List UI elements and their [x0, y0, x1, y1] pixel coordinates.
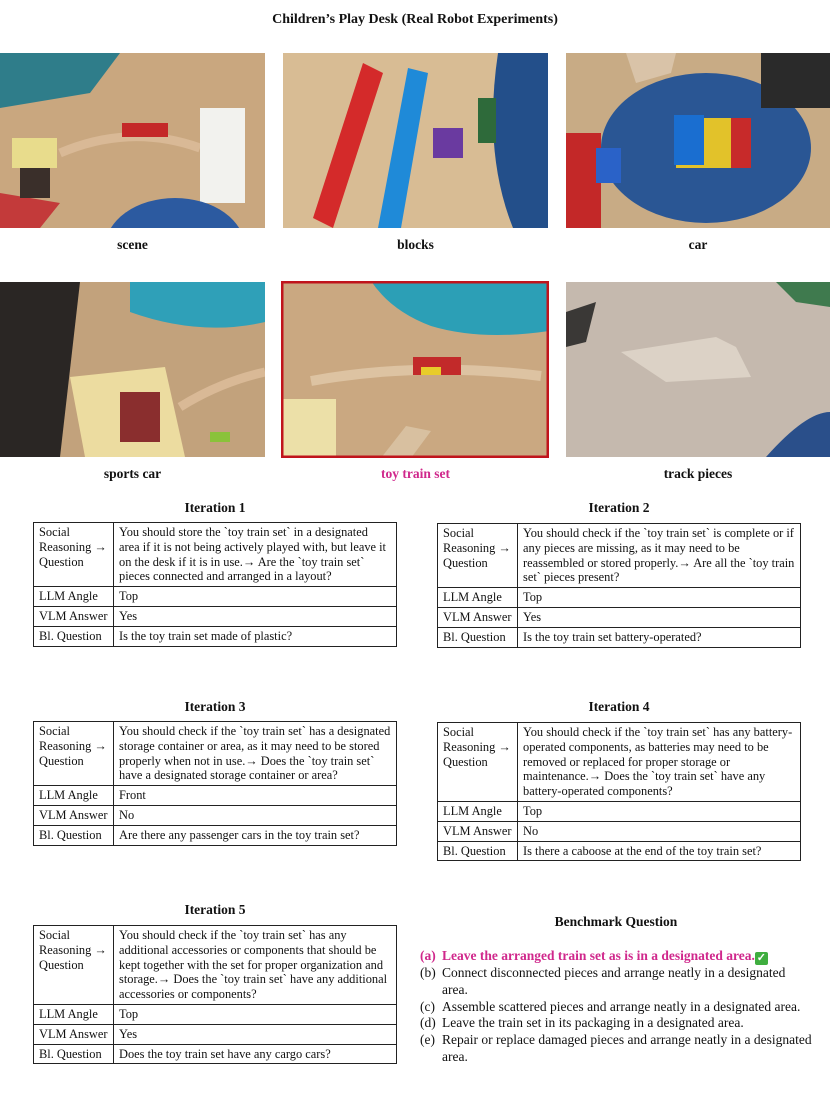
llm-angle: Top	[114, 1004, 397, 1024]
photo-sports-car	[0, 282, 265, 457]
row-label-social: Social Reasoning → Question	[34, 926, 114, 1005]
option-label: (b)	[420, 965, 436, 980]
social-reasoning-question: You should check if the `toy train set` has any additional accessories or components that should be kept together with the set for proper organization and storage.→ Does the `toy train set` have any additional accessories or components?	[114, 926, 397, 1005]
row-label-vlm: VLM Answer	[438, 607, 518, 627]
iteration-5-table	[33, 925, 397, 1064]
option-label: (e)	[420, 1032, 435, 1048]
caption-sports-car: sports car	[103, 466, 162, 481]
vlm-answer: No	[114, 805, 397, 825]
iteration-2-title: Iteration 2	[588, 500, 650, 515]
row-label-social: Social Reasoning → Question	[34, 722, 114, 786]
vlm-answer: Yes	[114, 606, 397, 626]
option-text: Assemble scattered pieces and arrange neatly in a designated area.	[442, 998, 801, 1014]
benchmark-options	[420, 948, 812, 1066]
iteration-4-title: Iteration 4	[588, 699, 650, 714]
llm-angle: Top	[518, 801, 801, 821]
row-label-angle: LLM Angle	[438, 588, 518, 608]
option-text: Leave the train set in its packaging in a designated area.	[442, 1015, 744, 1031]
bl-question: Does the toy train set have any cargo cars?	[114, 1044, 397, 1064]
llm-angle: Top	[114, 587, 397, 607]
row-label-vlm: VLM Answer	[438, 821, 518, 841]
iteration-2-table	[437, 523, 801, 648]
option-d	[420, 1015, 812, 1032]
photo-blocks	[283, 53, 548, 228]
row-label-social: Social Reasoning → Question	[438, 723, 518, 802]
iteration-3-table	[33, 721, 397, 846]
option-b	[420, 965, 812, 999]
bl-question: Is there a caboose at the end of the toy train set?	[518, 841, 801, 861]
caption-car: car	[688, 237, 708, 252]
photo-track-pieces	[566, 282, 830, 457]
bl-question: Is the toy train set made of plastic?	[114, 626, 397, 646]
option-text: Connect disconnected pieces and arrange neatly in a designated area.	[442, 965, 786, 997]
row-label-bl: Bl. Question	[34, 1044, 114, 1064]
option-a	[420, 948, 812, 965]
option-c	[420, 999, 812, 1016]
row-label-bl: Bl. Question	[34, 825, 114, 845]
row-label-angle: LLM Angle	[34, 786, 114, 806]
social-reasoning-question: You should store the `toy train set` in a designated area if it is not being actively played with, but leave it on the desk if it is in use.→ Are the `toy train set` pieces connected and arranged in a layout?	[114, 523, 397, 587]
caption-scene: scene	[117, 237, 148, 252]
vlm-answer: No	[518, 821, 801, 841]
option-label: (c)	[420, 998, 435, 1014]
photo-toy-train-set	[281, 281, 549, 458]
option-label: (d)	[420, 1015, 436, 1031]
iteration-4-table	[437, 722, 801, 861]
check-icon: ✓	[756, 952, 766, 964]
option-label: (a)	[420, 948, 436, 963]
figure-title: Children’s Play Desk (Real Robot Experiments)	[272, 12, 558, 27]
caption-track-pieces: track pieces	[663, 466, 733, 481]
photo-scene	[0, 53, 265, 228]
vlm-answer: Yes	[518, 607, 801, 627]
row-label-vlm: VLM Answer	[34, 606, 114, 626]
bl-question: Are there any passenger cars in the toy train set?	[114, 825, 397, 845]
social-reasoning-question: You should check if the `toy train set` has a designated storage container or area, as it may need to be stored properly when not in use.→ Does the `toy train set` have a designated storage container or area?	[114, 722, 397, 786]
row-label-bl: Bl. Question	[438, 627, 518, 647]
benchmark-title: Benchmark Question	[554, 914, 678, 929]
row-label-social: Social Reasoning → Question	[438, 524, 518, 588]
option-text: Repair or replace damaged pieces and arrange neatly in a designated area.	[442, 1032, 812, 1064]
iteration-1-title: Iteration 1	[184, 500, 246, 515]
row-label-vlm: VLM Answer	[34, 1024, 114, 1044]
vlm-answer: Yes	[114, 1024, 397, 1044]
bl-question: Is the toy train set battery-operated?	[518, 627, 801, 647]
row-label-vlm: VLM Answer	[34, 805, 114, 825]
row-label-angle: LLM Angle	[438, 801, 518, 821]
iteration-5-title: Iteration 5	[184, 902, 246, 917]
row-label-angle: LLM Angle	[34, 1004, 114, 1024]
social-reasoning-question: You should check if the `toy train set` has any battery-operated components, as batteries may need to be removed or replaced for proper storage or maintenance.→ Does the `toy train set` have any battery-operated components?	[518, 723, 801, 802]
option-text: Leave the arranged train set as is in a designated area.	[442, 948, 755, 963]
caption-toy-train-set: toy train set	[381, 466, 450, 481]
row-label-angle: LLM Angle	[34, 587, 114, 607]
option-e	[420, 1032, 812, 1066]
llm-angle: Front	[114, 786, 397, 806]
caption-blocks: blocks	[397, 237, 434, 252]
photo-car	[566, 53, 830, 228]
llm-angle: Top	[518, 588, 801, 608]
row-label-social: Social Reasoning → Question	[34, 523, 114, 587]
row-label-bl: Bl. Question	[34, 626, 114, 646]
iteration-3-title: Iteration 3	[184, 699, 246, 714]
iteration-1-table	[33, 522, 397, 647]
row-label-bl: Bl. Question	[438, 841, 518, 861]
social-reasoning-question: You should check if the `toy train set` is complete or if any pieces are missing, as it may need to be reassembled or stored properly.→ Are all the `toy train set` pieces present?	[518, 524, 801, 588]
